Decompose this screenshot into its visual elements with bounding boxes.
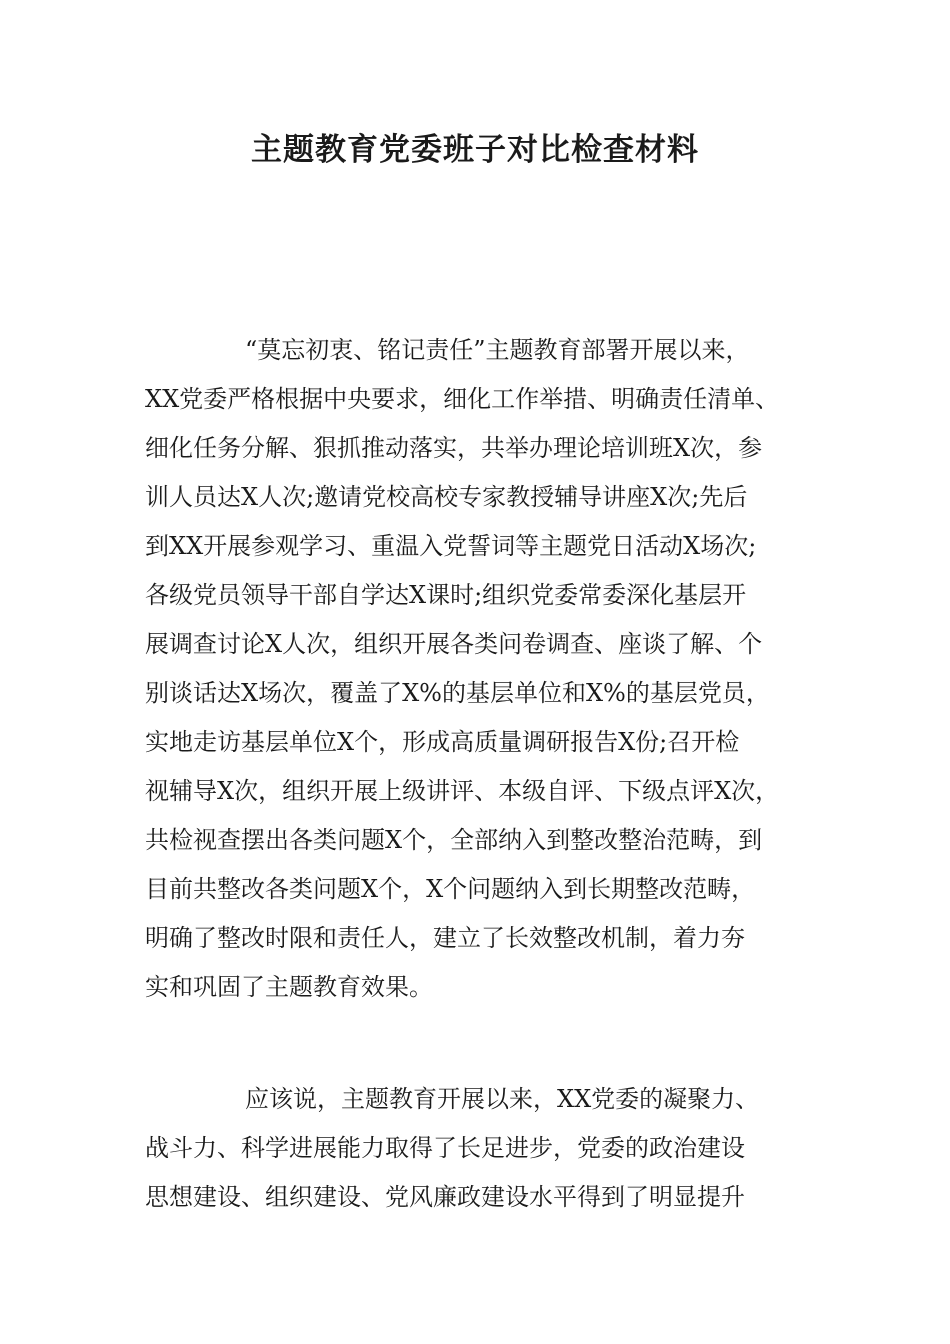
paragraph-line: 目前共整改各类问题X个，X个问题纳入到长期整改范畴， [145,875,756,903]
paragraph-line: 实地走访基层单位X个，形成高质量调研报告X份;召开检 [145,728,740,756]
paragraph-line: XX党委严格根据中央要求，细化工作举措、明确责任清单、 [145,385,780,413]
paragraph-line: 实和巩固了主题教育效果。 [145,973,433,1001]
paragraph-line: 视辅导X次，组织开展上级讲评、本级自评、下级点评X次， [145,777,780,805]
paragraph-line: 明确了整改时限和责任人，建立了长效整改机制，着力夯 [145,924,745,952]
paragraph-line: 到XX开展参观学习、重温入党誓词等主题党日活动X场次; [145,532,757,560]
paragraph-line: 展调查讨论X人次，组织开展各类问卷调查、座谈了解、个 [145,630,763,658]
paragraph-line: 训人员达X人次;邀请党校高校专家教授辅导讲座X次;先后 [145,483,748,511]
document-title: 主题教育党委班子对比检查材料 [251,132,699,168]
paragraph-line: 各级党员领导干部自学达X课时;组织党委常委深化基层开 [145,581,747,609]
paragraph-line: 应该说，主题教育开展以来，XX党委的凝聚力、 [245,1085,760,1113]
paragraph-line: 思想建设、组织建设、党风廉政建设水平得到了明显提升 [145,1183,745,1211]
paragraph-1 [145,326,825,1012]
paragraph-line: 共检视查摆出各类问题X个，全部纳入到整改整治范畴，到 [145,826,763,854]
paragraph-line: 战斗力、科学进展能力取得了长足进步，党委的政治建设 [145,1134,745,1162]
paragraph-line: 细化任务分解、狠抓推动落实，共举办理论培训班X次，参 [145,434,763,462]
paragraph-line: 别谈话达X场次，覆盖了X%的基层单位和X%的基层党员， [145,679,770,707]
paragraph-2 [145,1075,825,1222]
paragraph-line: “莫忘初衷、铭记责任”主题教育部署开展以来， [245,336,750,364]
